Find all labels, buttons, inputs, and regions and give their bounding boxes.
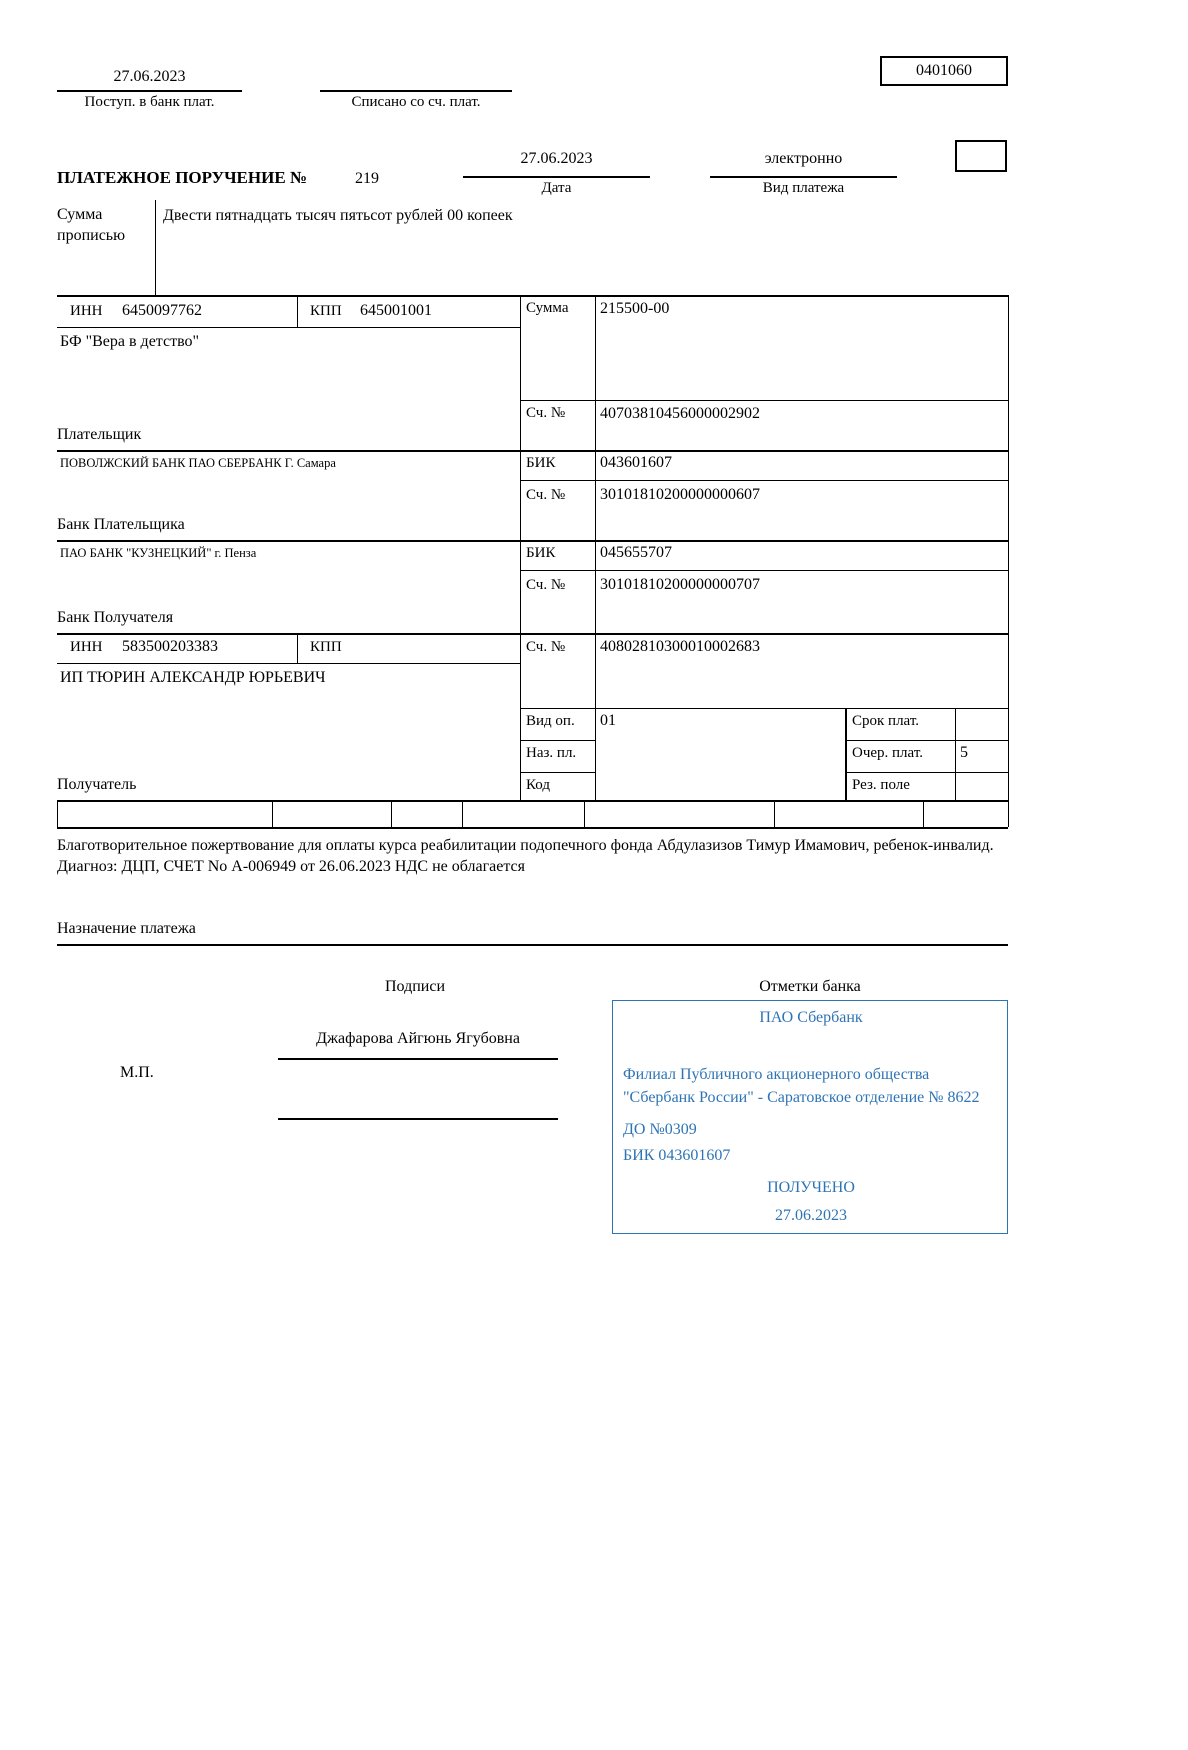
priority-label: Очер. плат.: [852, 745, 923, 761]
divider-line: [57, 90, 242, 92]
divider-line: [57, 633, 1008, 635]
divider-line: [845, 708, 847, 800]
divider-line: [57, 800, 58, 827]
divider-line: [462, 800, 463, 827]
divider-line: [391, 800, 392, 827]
payment-purpose-text: Благотворительное пожертвование для оплаты курса реабилитации подопечного фонда Абдулазизов Тимур Имамович, ребенок-инвалид. Диагноз: ДЦП, СЧЕТ No А-006949 от 26.06.2023 НДС не облагается: [57, 837, 994, 876]
received-date: 27.06.2023: [113, 68, 186, 85]
divider-line: [57, 827, 1008, 829]
divider-line: [155, 200, 156, 295]
divider-line: [57, 944, 1008, 946]
payee-kpp-label: КПП: [310, 639, 342, 655]
payee-inn-value: 583500203383: [122, 638, 218, 655]
form-code-box: 0401060: [880, 56, 1008, 86]
divider-line: [845, 740, 1008, 741]
document-title: ПЛАТЕЖНОЕ ПОРУЧЕНИЕ №: [57, 168, 308, 187]
divider-line: [520, 480, 1008, 481]
divider-line: [595, 295, 596, 800]
stamp-bik: БИК 043601607: [623, 1147, 731, 1164]
operation-kind-label: Вид оп.: [526, 713, 575, 729]
payer-bank-label: Банк Плательщика: [57, 516, 185, 533]
payer-inn-label: ИНН: [70, 303, 103, 319]
payee-account-label: Сч. №: [526, 639, 566, 655]
payer-kpp-value: 645001001: [360, 302, 432, 319]
divider-line: [57, 450, 1008, 452]
payer-bank-account-label: Сч. №: [526, 487, 566, 503]
amount-value: 215500-00: [600, 300, 670, 317]
signatures-title: Подписи: [384, 978, 446, 995]
divider-line: [1008, 295, 1009, 827]
payment-purpose-code-label: Наз. пл.: [526, 745, 577, 761]
signer-name: Джафарова Айгюнь Ягубовна: [316, 1030, 520, 1047]
code-label: Код: [526, 777, 550, 793]
payer-label: Плательщик: [57, 426, 142, 443]
stamp-place-label: М.П.: [120, 1064, 154, 1081]
document-date: 27.06.2023: [520, 150, 593, 167]
amount-in-words-label: Сумма прописью: [57, 206, 126, 244]
stamp-office: ДО №0309: [623, 1121, 697, 1138]
divider-line: [584, 800, 585, 827]
divider-line: [463, 176, 650, 178]
payer-account-label: Сч. №: [526, 405, 566, 421]
divider-line: [520, 772, 595, 773]
divider-line: [57, 295, 1008, 297]
operation-kind-value: 01: [600, 712, 616, 729]
payer-name: БФ "Вера в детство": [60, 333, 200, 350]
payer-bank-bik-label: БИК: [526, 455, 556, 471]
amount-label: Сумма: [526, 300, 569, 316]
date-label: Дата: [541, 180, 572, 196]
divider-line: [57, 800, 1008, 802]
divider-line: [320, 90, 512, 92]
stamp-status: ПОЛУЧЕНО: [767, 1179, 855, 1196]
divider-line: [297, 633, 298, 663]
payment-purpose-label: Назначение платежа: [57, 920, 196, 937]
divider-line: [520, 740, 595, 741]
divider-line: [57, 663, 520, 664]
divider-line: [272, 800, 273, 827]
payee-name: ИП ТЮРИН АЛЕКСАНДР ЮРЬЕВИЧ: [60, 669, 326, 686]
divider-line: [57, 540, 1008, 542]
reserve-field-label: Рез. поле: [852, 777, 910, 793]
payee-bank-name: ПАО БАНК "КУЗНЕЦКИЙ" г. Пенза: [60, 546, 257, 560]
priority-value: 5: [960, 744, 968, 761]
payee-bank-bik-label: БИК: [526, 545, 556, 561]
document-number: 219: [355, 170, 379, 187]
divider-line: [57, 327, 520, 328]
received-in-bank-label: Поступ. в банк плат.: [84, 94, 215, 110]
divider-line: [520, 400, 1008, 401]
payee-inn-label: ИНН: [70, 639, 103, 655]
signature-line: [278, 1118, 558, 1120]
divider-line: [710, 176, 897, 178]
payer-inn-value: 6450097762: [122, 302, 202, 319]
stamp-date: 27.06.2023: [775, 1207, 847, 1224]
payer-bank-account-value: 30101810200000000607: [600, 486, 760, 503]
divider-line: [520, 295, 521, 800]
amount-in-words-value: Двести пятнадцать тысяч пятьсот рублей 00 копеек: [163, 207, 513, 224]
bank-marks-title: Отметки банка: [759, 978, 861, 995]
payer-account-value: 40703810456000002902: [600, 405, 760, 422]
payee-account-value: 40802810300010002683: [600, 638, 760, 655]
payee-label: Получатель: [57, 776, 137, 793]
stamp-bank-name: ПАО Сбербанк: [759, 1009, 863, 1026]
divider-line: [774, 800, 775, 827]
divider-line: [520, 570, 1008, 571]
payee-bank-bik-value: 045655707: [600, 544, 672, 561]
payment-kind-value: электронно: [764, 150, 843, 167]
bank-stamp: [612, 1000, 1008, 1234]
due-date-label: Срок плат.: [852, 713, 920, 729]
payee-bank-label: Банк Получателя: [57, 609, 174, 626]
divider-line: [520, 708, 1008, 709]
stamp-branch: Филиал Публичного акционерного общества "Сбербанк России" - Саратовское отделение № 8622: [623, 1066, 980, 1107]
divider-line: [923, 800, 924, 827]
payer-kpp-label: КПП: [310, 303, 342, 319]
divider-line: [955, 708, 956, 800]
payee-bank-account-label: Сч. №: [526, 577, 566, 593]
payment-kind-label: Вид платежа: [762, 180, 845, 196]
payer-bank-bik-value: 043601607: [600, 454, 672, 471]
status-code-box: [955, 140, 1007, 172]
payee-bank-account-value: 30101810200000000707: [600, 576, 760, 593]
debited-from-account-label: Списано со сч. плат.: [351, 94, 481, 110]
divider-line: [845, 772, 1008, 773]
divider-line: [297, 295, 298, 327]
signature-line: [278, 1058, 558, 1060]
payer-bank-name: ПОВОЛЖСКИЙ БАНК ПАО СБЕРБАНК Г. Самара: [60, 456, 336, 470]
